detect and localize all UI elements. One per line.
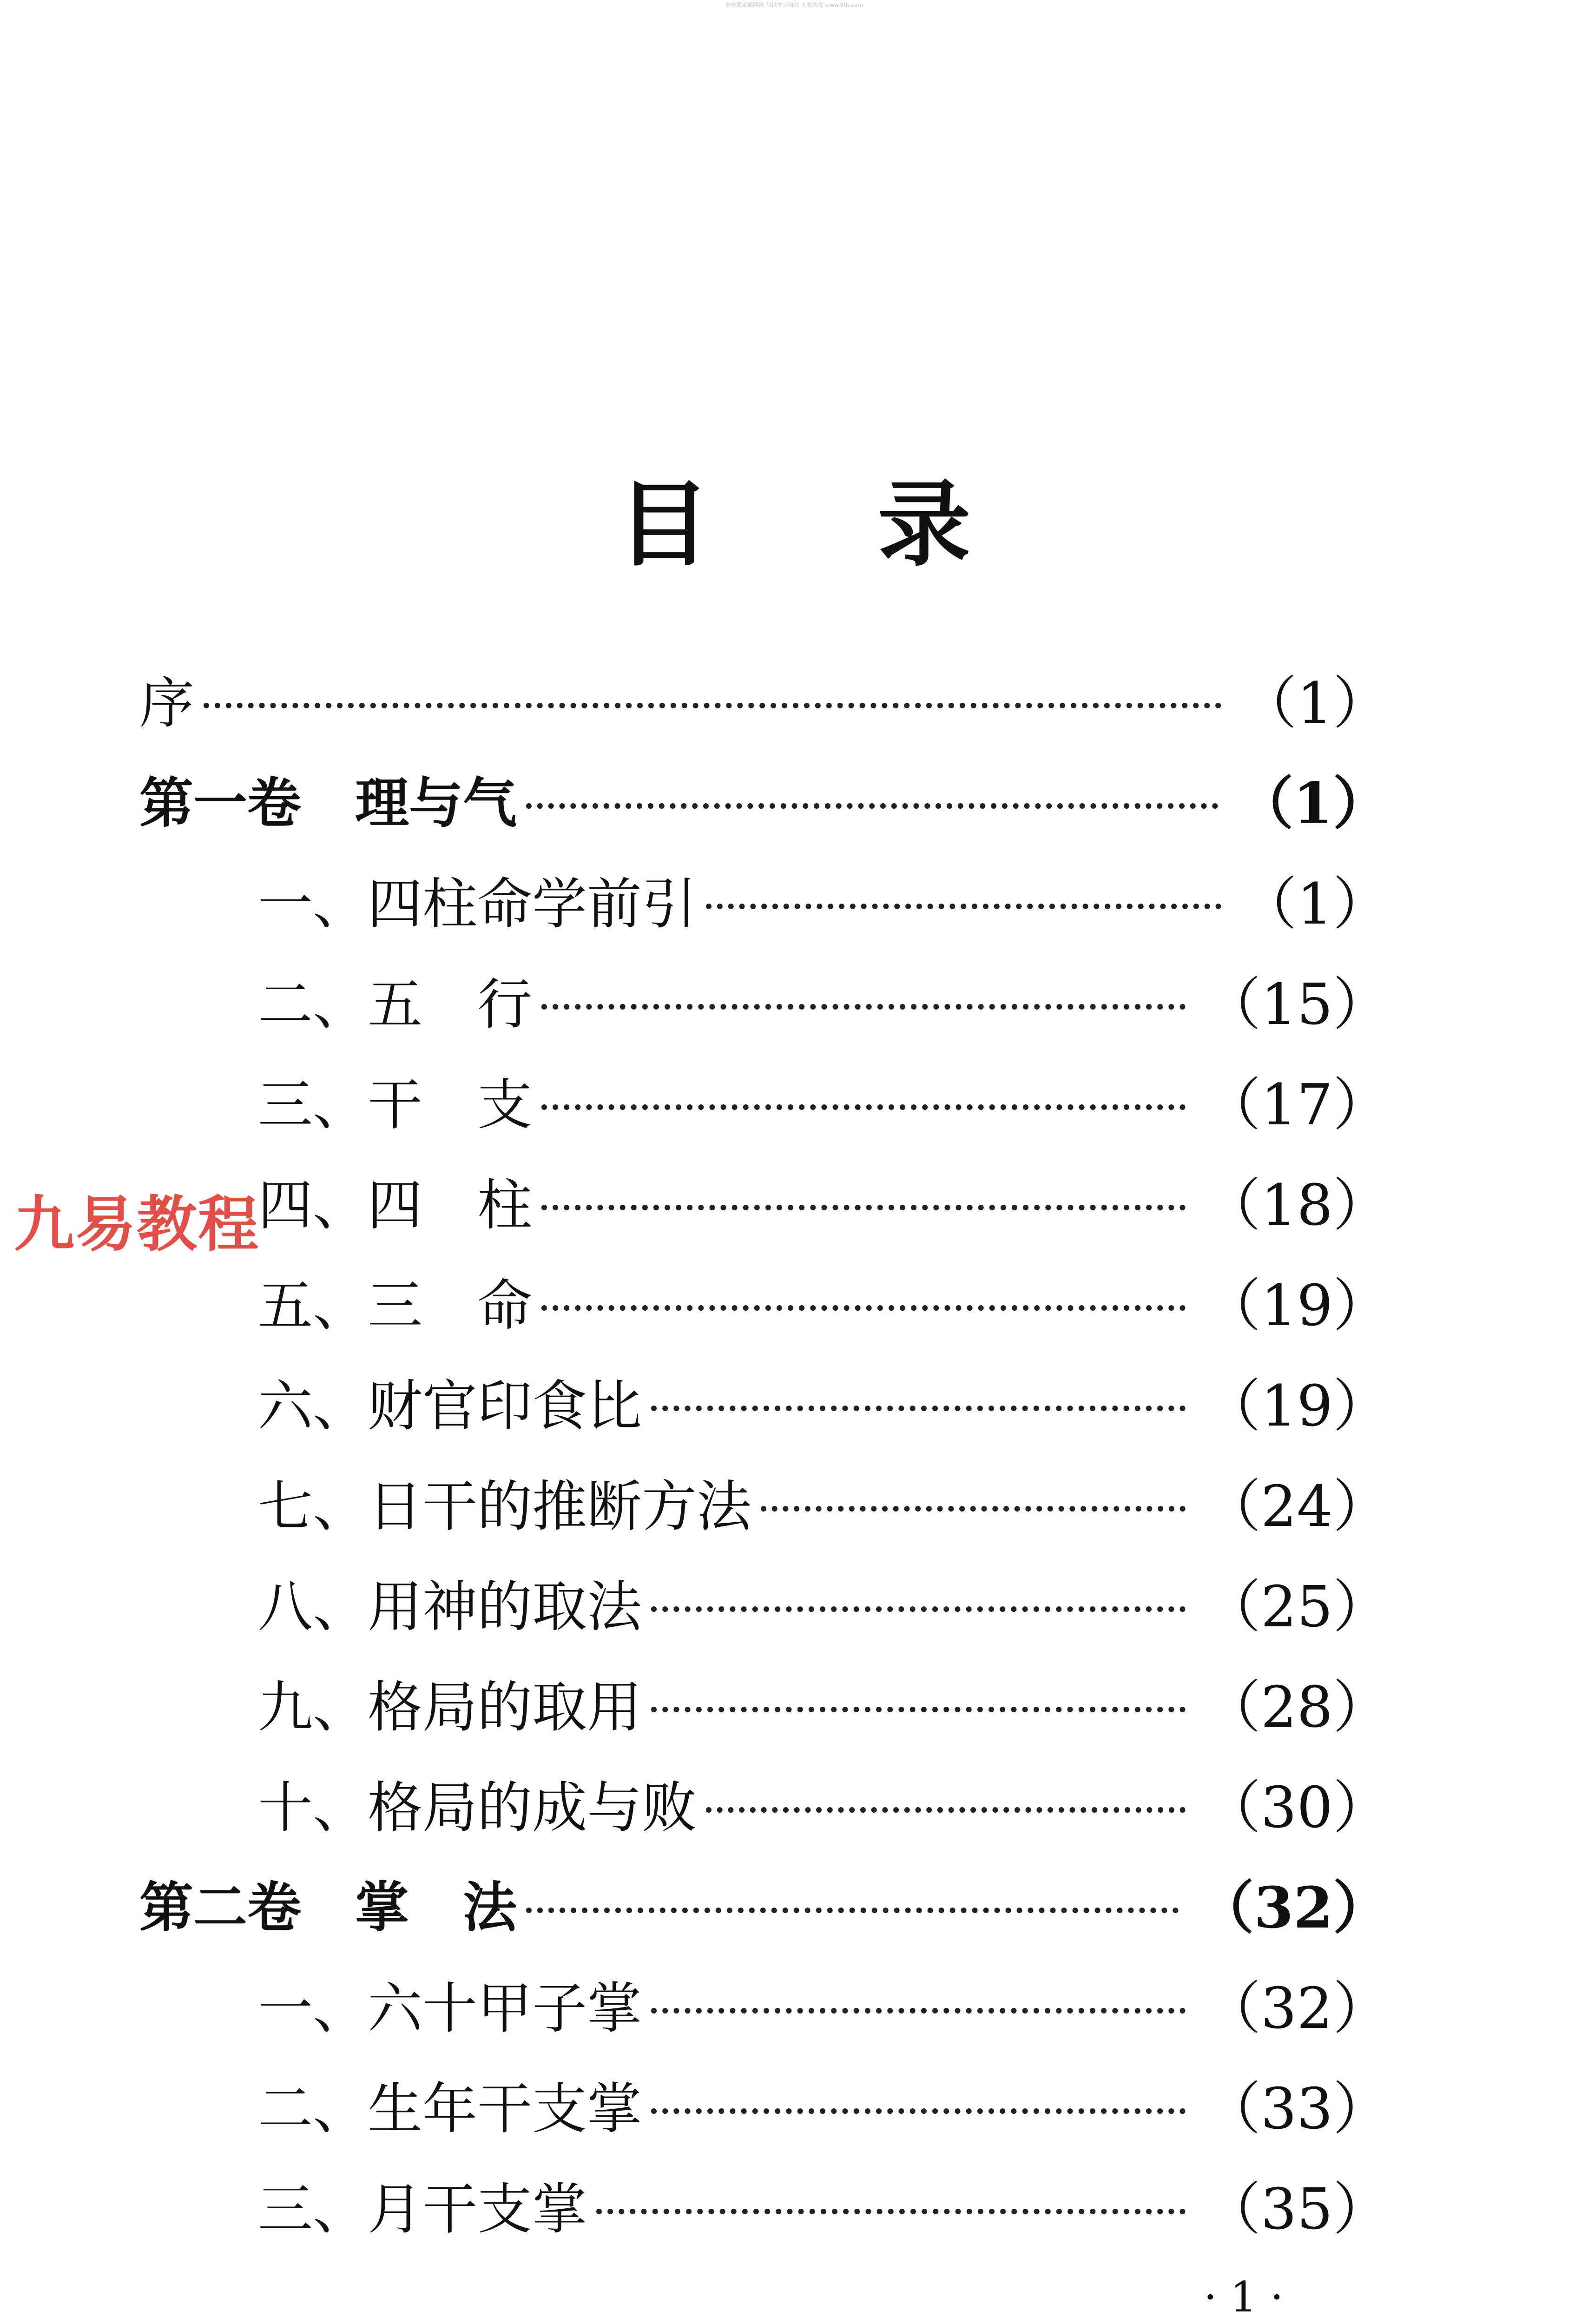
toc-entry-label: 一、四柱命学前引 xyxy=(258,872,697,936)
toc-entry xyxy=(258,1552,1390,1652)
toc-entry xyxy=(258,1753,1390,1853)
toc-entry xyxy=(258,1150,1390,1250)
toc-entry-label: 三、月干支掌 xyxy=(258,2177,587,2241)
toc-entry-label: 序 xyxy=(139,671,195,735)
toc-entry-page: （1） xyxy=(1237,770,1390,837)
toc-entry xyxy=(258,1954,1390,2053)
top-banner-text: 本资源来源网络 仅供学习研究 九易教程 www.9th.com xyxy=(725,2,863,8)
toc-entry xyxy=(258,1050,1390,1150)
toc-entry-label: 第二卷 掌 法 xyxy=(139,1876,517,1939)
table-of-contents xyxy=(0,648,1588,2324)
toc-entry-label: 十、格局的成与败 xyxy=(258,1775,697,1840)
toc-entry-label: 八、用神的取法 xyxy=(258,1574,642,1639)
toc-dot-leader xyxy=(651,2008,1186,2014)
toc-entry-page: （35） xyxy=(1204,2176,1390,2242)
toc-dot-leader xyxy=(541,1305,1186,1311)
toc-dot-leader xyxy=(541,1205,1186,1210)
toc-entry xyxy=(258,1351,1390,1451)
toc-entry-page: （24） xyxy=(1204,1473,1390,1539)
toc-entry xyxy=(258,2054,1390,2154)
toc-entry-page: （17） xyxy=(1204,1072,1390,1138)
toc-dot-leader xyxy=(204,703,1221,708)
toc-entry xyxy=(258,1251,1390,1351)
toc-entry xyxy=(258,1652,1390,1752)
toc-entry-page: （33） xyxy=(1204,2076,1390,2142)
toc-entry-page: （25） xyxy=(1204,1574,1390,1640)
page-title: 目录 xyxy=(617,471,1138,579)
toc-entry xyxy=(258,1452,1390,1552)
toc-dot-leader xyxy=(541,1004,1186,1010)
toc-dot-leader xyxy=(651,1606,1186,1612)
watermark-logo: 九易教程 xyxy=(14,1189,260,1260)
toc-entry-label: 一、六十甲子掌 xyxy=(258,1976,642,2040)
toc-dot-leader xyxy=(761,1506,1186,1512)
toc-entry-label: 第一卷 理与气 xyxy=(139,772,517,835)
toc-entry xyxy=(258,849,1390,949)
toc-entry-label: 七、日干的推断方法 xyxy=(258,1474,752,1538)
toc-dot-leader xyxy=(526,1908,1179,1913)
toc-entry-page: （30） xyxy=(1204,1775,1390,1841)
toc-entry xyxy=(139,648,1390,748)
toc-volume-entry xyxy=(139,749,1390,849)
toc-dot-leader xyxy=(706,1807,1186,1813)
toc-dot-leader xyxy=(651,1707,1186,1712)
toc-entry-page: （1） xyxy=(1240,871,1390,937)
toc-entry-label: 四、四 柱 xyxy=(258,1173,533,1237)
toc-entry-label: 二、生年干支掌 xyxy=(258,2076,642,2141)
toc-dot-leader xyxy=(596,2209,1186,2214)
toc-dot-leader xyxy=(651,2108,1186,2114)
toc-entry-page: （19） xyxy=(1204,1373,1390,1439)
toc-dot-leader xyxy=(651,1406,1186,1411)
toc-entry-label: 三、干 支 xyxy=(258,1072,533,1137)
toc-entry-page: （19） xyxy=(1204,1273,1390,1339)
toc-dot-leader xyxy=(706,904,1221,909)
toc-entry-page: （18） xyxy=(1204,1172,1390,1238)
toc-entry-label: 六、财官印食比 xyxy=(258,1373,642,1438)
toc-entry-page: （32） xyxy=(1197,1874,1390,1941)
page-number: · 1 · xyxy=(1204,2273,1284,2322)
toc-entry-page: （1） xyxy=(1240,670,1390,736)
toc-entry xyxy=(258,950,1390,1050)
toc-dot-leader xyxy=(541,1104,1186,1110)
toc-entry xyxy=(258,2154,1390,2254)
toc-entry-label: 五、三 命 xyxy=(258,1273,533,1338)
toc-entry-page: （28） xyxy=(1204,1674,1390,1740)
toc-entry-page: （15） xyxy=(1204,971,1390,1037)
toc-entry-page: （32） xyxy=(1204,1975,1390,2041)
toc-volume-entry xyxy=(139,1853,1390,1953)
toc-entry-label: 二、五 行 xyxy=(258,972,533,1037)
toc-entry-label: 九、格局的取用 xyxy=(258,1675,642,1739)
toc-dot-leader xyxy=(526,803,1218,809)
